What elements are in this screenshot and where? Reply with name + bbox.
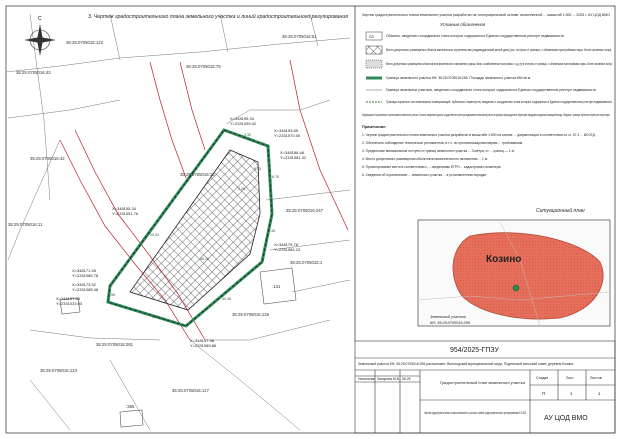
coord-x: X=348171.55	[72, 268, 96, 273]
stamp-name: Захарова М.В.	[377, 377, 400, 381]
legend-text: Место допустимого размещения объектов вспомогательного назначения (гараж, баня, хозяйственные постройки и т.д.) (три отступы от границы, с объемными пристройками пары, более активные зоны)	[386, 62, 612, 66]
legend-text: Место допустимого размещения объекта капитального строительства (индивидуальный жилой дом) (три, отступы от границы, с объемными пристройками пары, более активные зоны).	[386, 48, 613, 52]
dimension-label: 3.30	[244, 133, 251, 137]
coord-x: X=348195.34	[230, 116, 254, 121]
dimension-label: 3.26	[238, 187, 245, 191]
legend-symbol-building-zone	[366, 46, 382, 54]
coord-x: X=348173.52	[72, 282, 96, 287]
parcel-label: 35:25:0705016:51	[282, 34, 317, 39]
coord-x: X=348188.48	[280, 150, 304, 155]
parcel-label: 35:25:0705016:11	[8, 222, 43, 227]
parcel-label: 35:25:0705016:126	[232, 312, 270, 317]
parcel-label: 35:25:0705016:127	[172, 388, 210, 393]
coord-y: Y=2331088.48	[72, 287, 99, 292]
stage-value: П	[542, 391, 546, 396]
stamp-date: 06.25	[402, 377, 411, 381]
coord-x: X=348193.85	[274, 128, 298, 133]
legend-title: Условные обозначения	[440, 22, 486, 27]
parcel-label: 35:25:0705016:15	[180, 172, 215, 177]
parcel-label: 35:25:0705016:43	[16, 70, 51, 75]
coord-y: Y=2331070.00	[274, 133, 301, 138]
coord-x: X=348157.66	[56, 296, 80, 301]
compass-label: С	[38, 16, 42, 22]
coord-x: X=348147.98	[190, 338, 214, 343]
dimension-label: 40.18	[200, 257, 209, 261]
note-item: 1. Чертеж градостроительного плана земельного участка разработан в масштабе 1:500 на основе ... документации в соответствии со ст. 57.3 ... ИСОГД.	[362, 133, 596, 137]
dimension-label: 40.48	[222, 297, 231, 301]
situational-plan-title: Ситуационный план	[536, 208, 585, 214]
sheet-frame	[6, 6, 615, 433]
parcel-label: 35:25:0705016:281	[96, 342, 134, 347]
note-item: 4. Место допустимого размещения объектов вспомогательного назначения ... 1 м.	[362, 157, 488, 161]
drawing-title-text: 3. Чертеж градостроительного плана земельного участка и линий градостроительного регулирования	[88, 14, 349, 20]
situational-plan	[418, 207, 610, 326]
situational-caption-2: КН: 35:25:0705016:256	[430, 321, 470, 325]
stamp-role: Начальник	[358, 377, 375, 381]
legend-code: СЗ	[369, 35, 374, 39]
legend-text: Граница земельных участков, сведения о координатах точек которых содержатся в Едином государственном реестре недвижимости	[386, 88, 596, 92]
organization: АУ ЦОД ВМО	[544, 415, 588, 422]
coord-y: Y=2331033.03	[56, 301, 83, 306]
info-text: Информация об ограничениях в использовании земельного участка: Согласно сведениям Единого государственного реестра недвижимости земельный участок в границах приаэродромной территории аэродрома гражданской авиации Вологда. Сведения о границах публичных сервитутов отсутствуют.	[362, 113, 611, 117]
coord-y: Y=2331086.78	[72, 273, 99, 278]
note-item: 6. Сведения об ограничениях ... земельного участка ... в установленном порядке.	[362, 173, 487, 177]
document-code: 954/2025-ГПЗУ	[450, 347, 499, 354]
dimension-label: 9.35	[254, 167, 261, 171]
coord-y: Y=2331051.76	[112, 211, 139, 216]
notes-title: Примечание:	[362, 125, 387, 129]
coord-y: Y=2331084.13	[274, 247, 301, 252]
coord-y: Y=2331081.32	[280, 155, 307, 160]
dimension-label: 1.96	[108, 293, 115, 297]
drawing-title	[88, 13, 348, 20]
parcel-label: 35:25:0705016:122	[66, 40, 104, 45]
coord-y: Y=2331089.86	[190, 343, 217, 348]
parcel-label: 35:25:0705016:79	[186, 64, 221, 69]
parcel-label: 35:25:0705016:1	[290, 260, 323, 265]
legend-text: Границы охранных зон инженерных коммуникаций, публичных сервитутов, сведения о координатах точек которых содержатся в Едином государственном реестре недвижимости	[386, 100, 613, 104]
note-item: 3. Предельные минимальные отступы от границ земельного участка ... 3 метра, от ... границ — 1 м.	[362, 149, 515, 153]
dimension-label: 3.38	[268, 229, 275, 233]
object-text: Земельный участок КН: 35:25:0705016:256 расположен: Вологодский муниципальный округ, Подлесный сельский совет, деревня Козино.	[358, 362, 575, 366]
parcel-label: 35:25:0705016:247	[286, 208, 324, 213]
village-name: Козино	[486, 254, 522, 265]
parcel-marker-icon	[513, 285, 519, 291]
legend-text: Объекты, сведения о координатах точек которых содержатся в Едином государственном реестре недвижимости	[386, 34, 564, 38]
sheet-value: 1	[570, 391, 573, 396]
note-item: 5. Проектирование вести в соответствии с ... сведениями ЕГРН ... кадастрового инженера.	[362, 165, 502, 169]
note-item: 2. Обеспечить соблюдение технических регламентов, в т.ч. по противопожарным мерам ... требованиям.	[362, 141, 524, 145]
sheet-header: Лист	[566, 376, 574, 380]
parcel-label: :365	[126, 404, 135, 409]
parcel-label: 35:25:0705016:42	[30, 156, 65, 161]
sheets-value: 1	[598, 391, 601, 396]
coord-x: X=348195.34	[112, 206, 136, 211]
dimension-label: 8.76	[272, 175, 279, 179]
coord-y: Y=2331059.42	[230, 121, 257, 126]
parcel-label: :131	[272, 284, 281, 289]
situational-caption-1: Земельный участок	[430, 315, 467, 319]
header-note: Чертеж градостроительного плана земельного участка разработан на топографической основе, выполненной ... масштаб 1:500 ... 2025 г. АУ ЦОД ВМО	[362, 13, 611, 17]
coord-x: X=348179.76	[274, 242, 298, 247]
legend-symbol-aux-zone	[366, 60, 382, 68]
sheet-title: Градостроительный план земельного участка	[440, 380, 525, 385]
sheets-header: Листов	[590, 376, 602, 380]
legend-text: Граница земельного участка КН: 35:25:0705016:256. Площадь земельного участка 654 кв.м.	[386, 76, 532, 80]
stage-header: Стадия	[536, 376, 549, 380]
drawing-caption: Чертеж градостроительного плана земельного участка и линий градостроительного регулирования М 1:500	[424, 411, 526, 415]
dimension-label: 29.03	[150, 233, 159, 237]
parcel-label: 35:25:0705016:123	[40, 368, 78, 373]
dimension-label: 5.84	[152, 315, 159, 319]
